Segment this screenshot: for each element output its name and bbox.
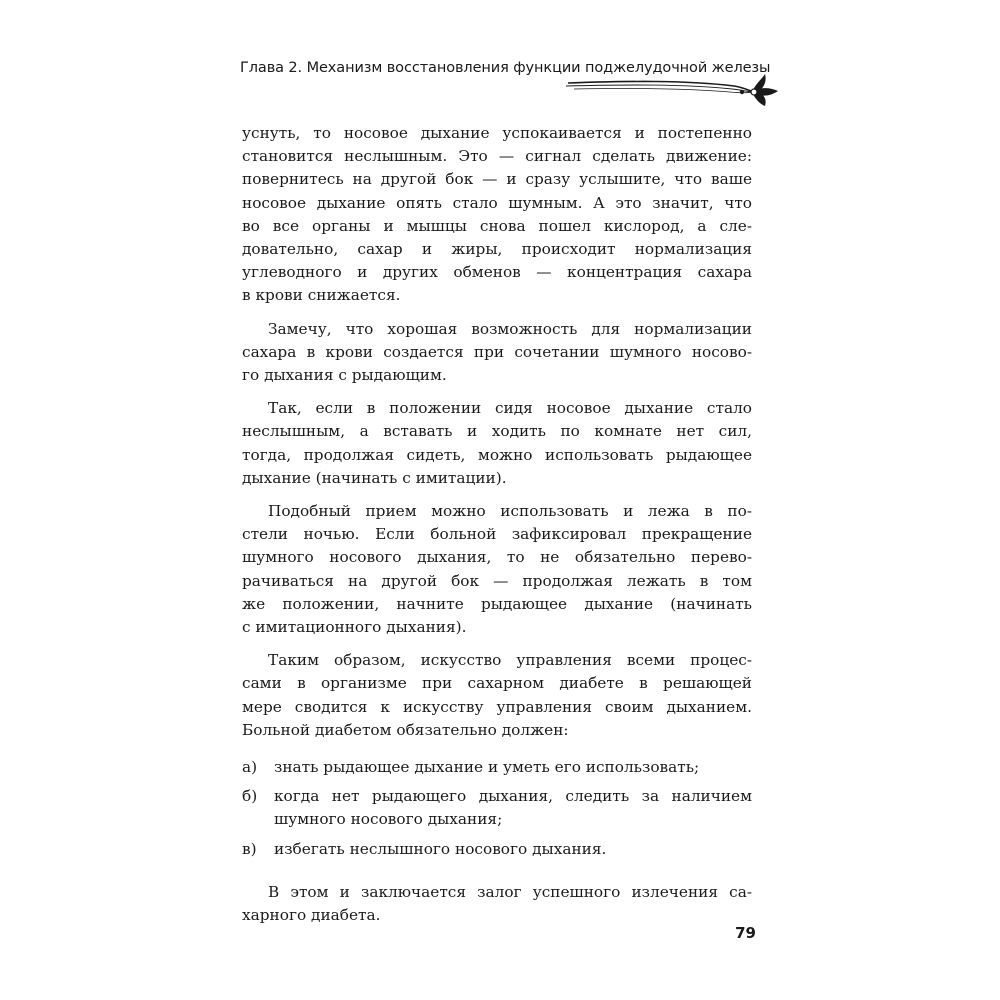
text-line: знать рыдающее дыхание и уметь его использовать; xyxy=(274,758,700,777)
body-text xyxy=(242,122,752,937)
requirements-list xyxy=(242,756,752,861)
text-line: стели ночью. Если больной зафиксировал прекращение xyxy=(242,525,752,544)
text-line: носовое дыхание опять стало шумным. А это значит, что xyxy=(242,193,752,212)
closing-paragraph xyxy=(242,881,752,927)
text-line: Таким образом, искусство управления всеми процес- xyxy=(268,651,752,670)
text-line: тогда, продолжая сидеть, можно использовать рыдающее xyxy=(242,445,752,464)
text-line: в крови снижается. xyxy=(242,286,401,305)
running-head-title: Глава 2. Механизм восстановления функции поджелудочной железы xyxy=(240,60,771,76)
paragraph xyxy=(242,318,752,388)
text-line: избегать неслышного носового дыхания. xyxy=(274,839,607,858)
text-line: Так, если в положении сидя носовое дыхание стало xyxy=(268,399,752,418)
text-line: шумного носового дыхания; xyxy=(274,810,503,829)
text-line: повернитесь на другой бок — и сразу услышите, что ваше xyxy=(242,170,752,189)
text-line: становится неслышным. Это — сигнал сделать движение: xyxy=(242,147,752,166)
paragraph xyxy=(242,649,752,742)
text-line: неслышным, а вставать и ходить по комнате нет сил, xyxy=(242,422,752,441)
list-marker: в) xyxy=(242,839,257,858)
text-line: Больной диабетом обязательно должен: xyxy=(242,720,569,739)
text-line: во все органы и мышцы снова пошел кислород, а сле- xyxy=(242,216,752,235)
list-item-text xyxy=(274,838,752,861)
list-marker: б) xyxy=(242,787,258,806)
text-line: мере сводится к искусству управления своим дыханием. xyxy=(242,697,752,716)
text-line: с имитационного дыхания). xyxy=(242,618,467,637)
paragraph xyxy=(242,122,752,308)
list-marker: а) xyxy=(242,758,258,777)
paragraph xyxy=(242,500,752,639)
text-line: рачиваться на другой бок — продолжая лежать в том xyxy=(242,571,752,590)
flourish-ornament-icon xyxy=(566,72,780,106)
text-line: когда нет рыдающего дыхания, следить за наличием xyxy=(274,787,752,806)
text-line: го дыхания с рыдающим. xyxy=(242,366,447,385)
list-item-text xyxy=(274,785,752,831)
text-line: сами в организме при сахарном диабете в решающей xyxy=(242,674,752,693)
text-line: харного диабета. xyxy=(242,906,381,925)
list-item xyxy=(242,756,752,779)
page-number: 79 xyxy=(735,924,756,942)
text-line: довательно, сахар и жиры, происходит нормализация xyxy=(242,240,752,259)
list-item xyxy=(242,838,752,861)
text-line: шумного носового дыхания, то не обязательно перево- xyxy=(242,548,752,567)
text-line: сахара в крови создается при сочетании шумного носово- xyxy=(242,342,752,361)
list-item-text xyxy=(274,756,752,779)
text-line: углеводного и других обменов — концентрация сахара xyxy=(242,263,752,282)
text-line: уснуть, то носовое дыхание успокаивается и постепенно xyxy=(242,124,752,142)
text-line: Замечу, что хорошая возможность для нормализации xyxy=(268,319,752,338)
text-line: дыхание (начинать с имитации). xyxy=(242,468,507,487)
text-line: В этом и заключается залог успешного излечения са- xyxy=(268,882,752,901)
text-line: же положении, начните рыдающее дыхание (начинать xyxy=(242,594,752,613)
text-line: Подобный прием можно использовать и лежа в по- xyxy=(268,502,752,521)
list-item xyxy=(242,785,752,831)
paragraph xyxy=(242,397,752,490)
